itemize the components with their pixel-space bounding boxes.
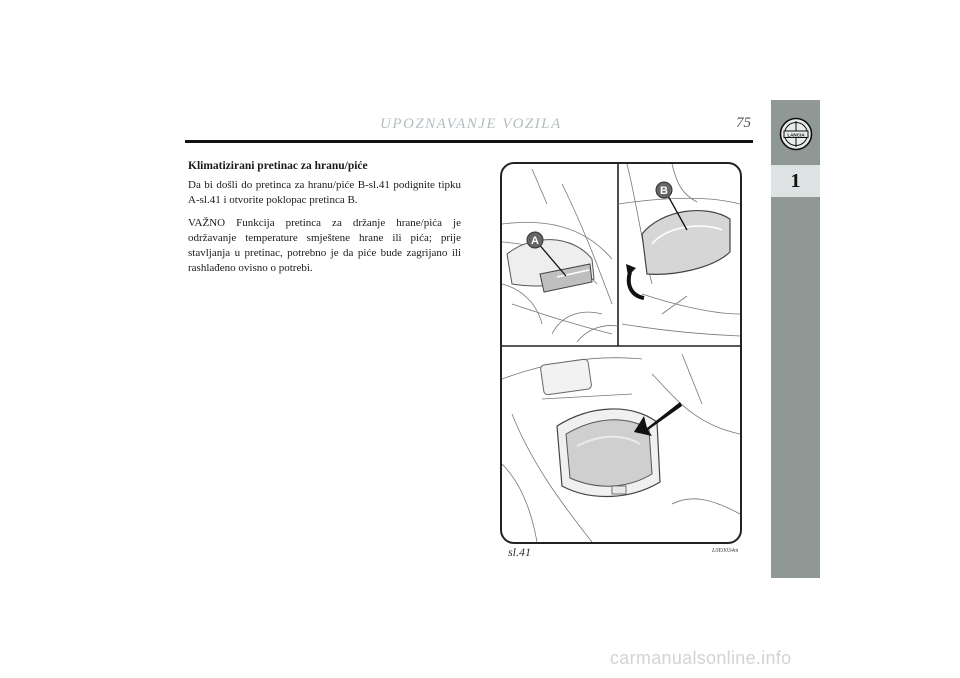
paragraph-important: VAŽNO Funkcija pretinca za držanje hrane/pića je održavanje temperature smještene hrane ili pića; prije stavljanja u pretinac, potrebno je da piće bude zagrijano ili rashlađeno ovisno o potrebi.: [188, 217, 461, 274]
header-rule: [185, 140, 753, 143]
figure-code: L0E0034m: [712, 548, 739, 554]
paragraph-access: Da bi došli do pretinca za hranu/piće B-sl.41 podignite tipku A-sl.41 i otvorite poklopac pretinca B.: [188, 179, 461, 206]
callout-label-a: A: [531, 235, 539, 247]
figure-caption: sl.41: [508, 545, 532, 559]
lancia-logo-text: LANCIA: [786, 132, 805, 138]
lancia-logo-icon: [771, 114, 820, 154]
watermark: carmanualsonline.info: [610, 648, 792, 668]
chapter-number: 1: [790, 169, 801, 192]
figure-illustration: [500, 162, 742, 544]
chapter-number-box: [771, 165, 820, 197]
running-header-title: UPOZNAVANJE VOZILA: [380, 116, 562, 132]
section-heading: Klimatizirani pretinac za hranu/piće: [188, 160, 368, 172]
callout-label-b: B: [660, 185, 668, 197]
page-number: 75: [736, 115, 751, 131]
